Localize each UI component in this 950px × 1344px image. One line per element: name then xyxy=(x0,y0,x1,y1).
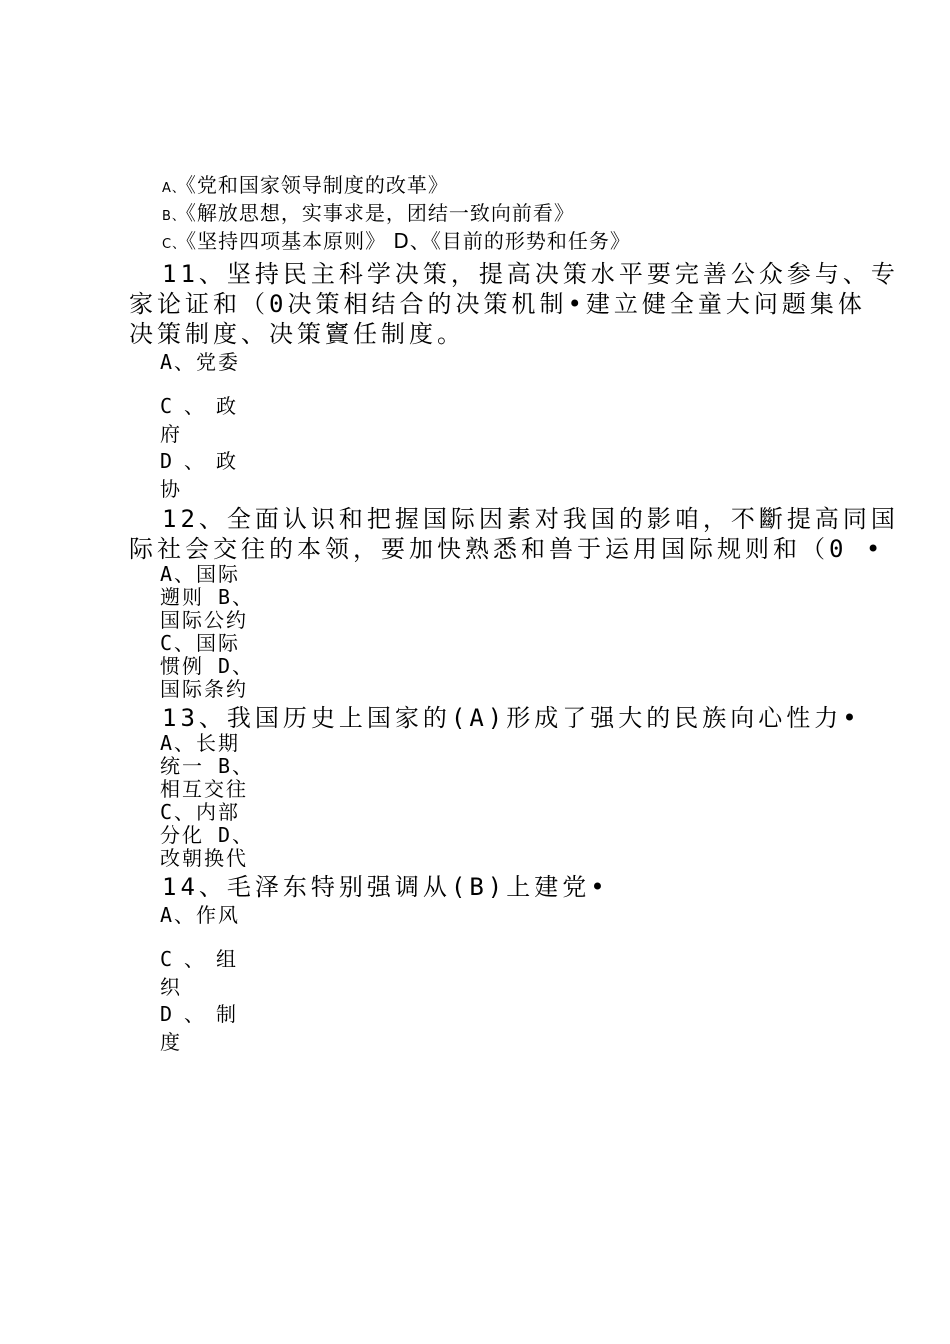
option-text: 《解放思想，实事求是，团结一致向前看》 xyxy=(185,201,575,225)
q13-option-b: 相互交往 xyxy=(160,777,248,801)
option-text: 《党和国家领导制度的改革》 xyxy=(185,173,449,197)
q11-option-c: C、政 xyxy=(160,394,249,418)
q11-option-c-cont: 府 xyxy=(160,422,182,446)
question-13: 13、我国历史上国家的(A)形成了强大的民族向心性力• xyxy=(162,704,861,732)
q11-option-d: D、政 xyxy=(160,449,249,473)
question-12-line-2: 际社会交往的本领，要加快熟悉和兽于运用国际规则和（0 • xyxy=(129,535,885,563)
q14-option-c-cont: 织 xyxy=(160,975,182,999)
question-11-line-2: 家论证和（0决策相结合的决策机制•建立健全童大问题集体 xyxy=(129,290,866,318)
q14-option-c: C、组 xyxy=(160,947,249,971)
q13-option-a-cont: 统一 B、 xyxy=(160,754,255,778)
q12-option-c: C、国际 xyxy=(160,631,241,655)
q13-option-c: C、内部 xyxy=(160,800,241,824)
q12-option-a-cont: 遡则 B、 xyxy=(160,585,255,609)
q14-option-d: D、制 xyxy=(160,1002,249,1026)
q14-option-a: A、作风 xyxy=(160,903,241,927)
option-label: B、 xyxy=(162,209,186,224)
question-11-line-1: 11、坚持民主科学决策，提高决策水平要完善公众参与、专 xyxy=(162,260,899,288)
option-text: 《坚持四项基本原则》 D、《目前的形势和任务》 xyxy=(186,229,631,253)
q10-option-c-d xyxy=(162,231,631,251)
q12-option-d: 国际条约 xyxy=(160,677,248,701)
q14-option-d-cont: 度 xyxy=(160,1030,182,1054)
q10-option-a xyxy=(162,175,449,195)
q13-option-c-cont: 分化 D、 xyxy=(160,823,255,847)
question-14: 14、毛泽东特别强调从(B)上建党• xyxy=(162,873,609,901)
option-label: C、 xyxy=(162,237,187,252)
option-label: A、 xyxy=(162,181,186,196)
q11-option-d-cont: 协 xyxy=(160,477,182,501)
question-12-line-1: 12、全面认识和把握国际因素对我国的影咱，不斷提高同国 xyxy=(162,505,899,533)
q11-option-a: A、党委 xyxy=(160,350,241,374)
q13-option-d: 改朝换代 xyxy=(160,846,248,870)
q12-option-c-cont: 惯例 D、 xyxy=(160,654,255,678)
q12-option-a: A、国际 xyxy=(160,562,241,586)
q13-option-a: A、长期 xyxy=(160,731,241,755)
q12-option-b: 国际公约 xyxy=(160,608,248,632)
q10-option-b xyxy=(162,203,575,223)
question-11-line-3: 决策制度、决策竇任制度。 xyxy=(129,320,465,348)
